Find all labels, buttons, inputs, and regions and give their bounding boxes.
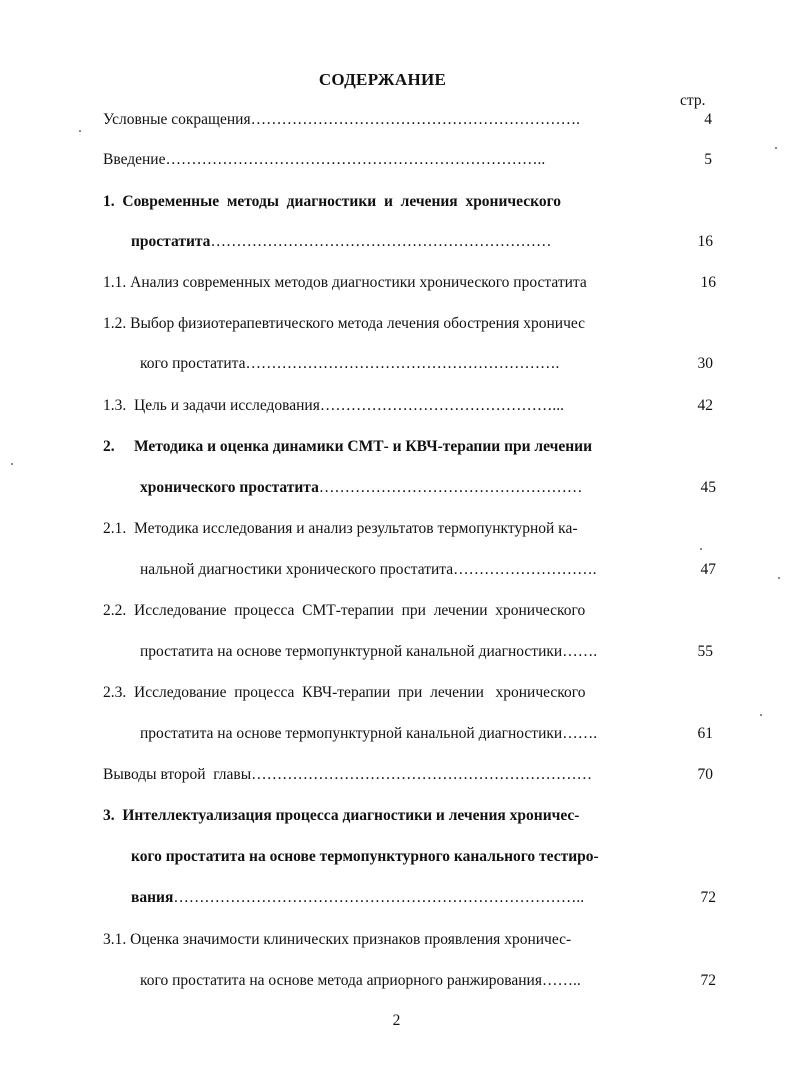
page-title: СОДЕРЖАНИЕ — [318, 70, 447, 89]
toc-entry-text: 3.1. Оценка значимости клинических признаков проявления хроничес- — [103, 931, 572, 948]
toc-entry-leader: ………………………………………………………. — [250, 111, 580, 128]
toc-entry-text: Введение — [103, 151, 166, 168]
scan-speck — [79, 130, 81, 132]
toc-entry-leader: ……………………………………………………………….. — [165, 151, 546, 168]
toc-section-heading — [103, 437, 592, 457]
toc-entry — [131, 888, 584, 908]
toc-entry-page: 16 — [697, 233, 713, 250]
toc-entry-text: простатита на основе термопунктурной канальной диагностики — [140, 643, 563, 660]
toc-entry-text: кого простатита на основе метода априорного ранжирования — [140, 972, 542, 989]
toc-section-heading — [103, 192, 561, 212]
toc-entry-page: 47 — [700, 561, 716, 578]
toc-entry-page: 30 — [697, 355, 713, 372]
toc-entry — [103, 273, 587, 293]
toc-entry — [103, 601, 585, 621]
toc-entry — [103, 683, 586, 703]
toc-entry-text: 1.2. Выбор физиотерапевтического метода лечения обострения хроничес — [103, 315, 586, 332]
scan-speck — [778, 577, 780, 579]
toc-entry — [131, 232, 551, 252]
toc-entry-text: 1.3. Цель и задачи исследования — [103, 397, 320, 414]
toc-entry-text: простатита на основе термопунктурной канальной диагностики — [140, 725, 563, 742]
page-number: 2 — [392, 1012, 401, 1029]
toc-entry-text: 2. Методика и оценка динамики СМТ- и КВЧ-терапии при лечении — [103, 438, 593, 455]
toc-entry-text: Выводы второй главы — [103, 766, 252, 783]
toc-entry-text: хронического простатита — [140, 479, 319, 496]
toc-entry — [103, 765, 592, 785]
toc-entry — [103, 930, 571, 950]
toc-entry — [140, 642, 597, 662]
toc-entry — [140, 560, 597, 580]
toc-entry-leader: ………………………………………………………… — [210, 233, 552, 250]
toc-entry — [140, 354, 559, 374]
toc-entry-page: 61 — [697, 725, 713, 742]
scan-speck — [11, 463, 13, 465]
toc-entry-text: 1.1. Анализ современных методов диагностики хронического простатита — [103, 274, 587, 291]
toc-entry-leader: ……. — [562, 725, 598, 742]
toc-entry-page: 70 — [697, 766, 713, 783]
toc-entry — [103, 396, 564, 416]
toc-entry-page: 45 — [700, 479, 716, 496]
toc-entry — [140, 724, 597, 744]
toc-entry-page: 72 — [700, 889, 716, 906]
toc-entry-page: 16 — [700, 274, 716, 291]
toc-entry-leader: …….. — [541, 972, 581, 989]
toc-entry-text: нальной диагностики хронического простатита — [140, 561, 454, 578]
scan-speck — [760, 714, 762, 716]
page-column-label: стр. — [680, 92, 706, 109]
toc-section-heading — [103, 806, 579, 826]
toc-entry-page: 5 — [704, 151, 712, 168]
toc-section-heading — [131, 847, 599, 867]
toc-entry-text: 2.3. Исследование процесса КВЧ-терапии при лечении хронического — [103, 684, 586, 701]
scan-speck — [775, 147, 777, 149]
toc-entry-text: кого простатита на основе термопунктурного канального тестиро- — [131, 848, 599, 865]
toc-entry-page: 4 — [704, 111, 712, 128]
toc-entry-text: 2.1. Методика исследования и анализ результатов термопунктурной ка- — [103, 520, 578, 537]
toc-entry — [103, 150, 545, 170]
toc-entry — [140, 478, 582, 498]
scan-speck — [700, 548, 702, 550]
toc-entry-leader: …………………………………………… — [318, 479, 583, 496]
toc-entry-text: простатита — [131, 233, 211, 250]
toc-entry-text: кого простатита — [140, 355, 246, 372]
toc-entry-page: 72 — [700, 972, 716, 989]
toc-entry-leader: ………………………. — [453, 561, 597, 578]
toc-entry-leader: ………………………………………... — [319, 397, 564, 414]
toc-entry-page: 42 — [697, 397, 713, 414]
toc-entry-text: Условные сокращения — [103, 111, 251, 128]
toc-entry-text: 1. Современные методы диагностики и лечения хронического — [103, 193, 561, 210]
toc-entry — [140, 971, 581, 991]
toc-entry-text: 2.2. Исследование процесса СМТ-терапии при лечении хронического — [103, 602, 586, 619]
toc-entry-leader: ……. — [562, 643, 598, 660]
toc-entry-leader: ……………………………………………………. — [245, 355, 560, 372]
toc-entry-leader: …………………………………………………………………….. — [173, 889, 585, 906]
toc-entry — [103, 110, 580, 130]
toc-entry-text: 3. Интеллектуализация процесса диагностики и лечения хроничес- — [103, 807, 580, 824]
toc-entry-page: 55 — [697, 643, 713, 660]
toc-entry-leader: ………………………………………………………… — [251, 766, 593, 783]
toc-entry — [103, 314, 585, 334]
toc-entry-text: вания — [131, 889, 174, 906]
toc-entry — [103, 519, 578, 539]
